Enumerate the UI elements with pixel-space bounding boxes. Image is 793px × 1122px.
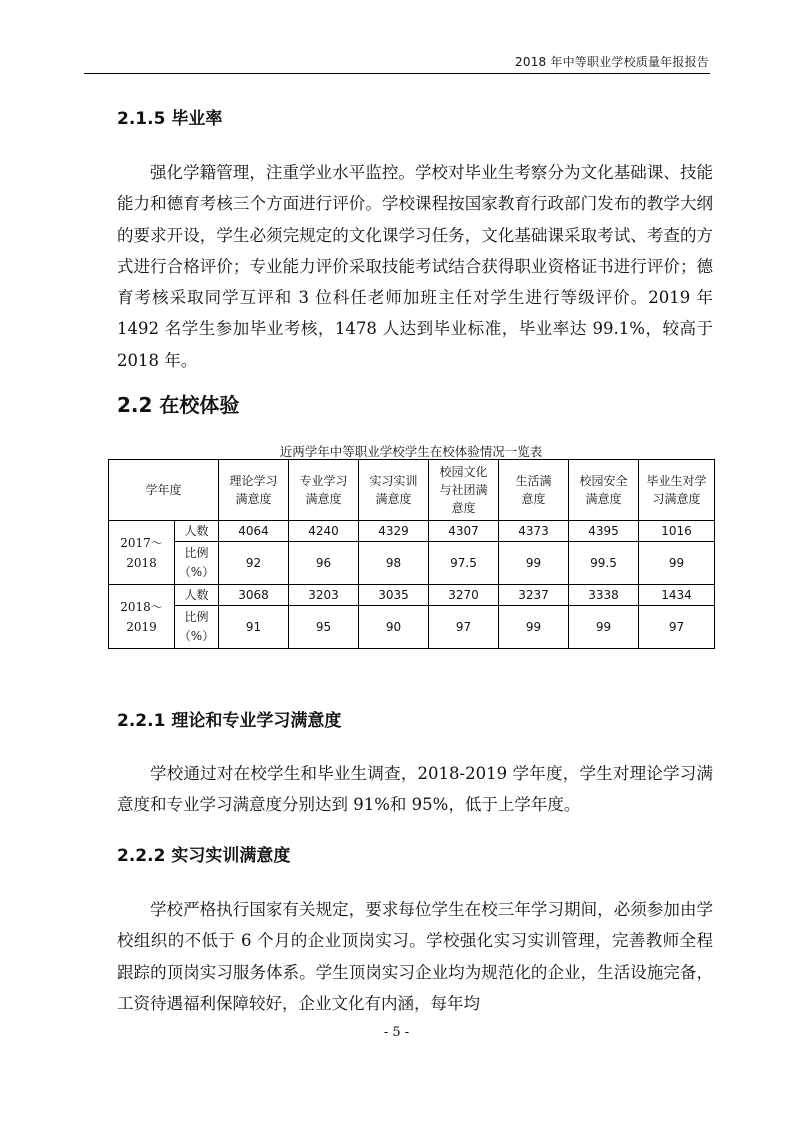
column-header: 校园安全满意度 <box>569 460 639 521</box>
table-cell: 99 <box>499 542 569 585</box>
table-cell: 3237 <box>499 585 569 606</box>
section-paragraph-2-2-1: 学校通过对在校学生和毕业生调查，2018-2019 学年度，学生对理论学习满意度和专业学习满意度分别达到 91%和 95%，低于上学年度。 <box>117 764 713 815</box>
section-heading-2-2: 2.2 在校体验 <box>117 393 240 417</box>
year-cell: 2018～2019 <box>109 585 175 649</box>
year-cell: 2017～2018 <box>109 521 175 585</box>
row-label: 人数 <box>175 585 219 606</box>
experience-table <box>108 459 715 649</box>
column-header: 生活满意度 <box>499 460 569 521</box>
table-cell: 3068 <box>219 585 289 606</box>
table-caption: 近两学年中等职业学校学生在校体验情况一览表 <box>279 444 543 459</box>
table-cell: 4240 <box>289 521 359 542</box>
table-cell: 90 <box>359 606 429 649</box>
header-rule <box>84 73 710 74</box>
table-cell: 96 <box>289 542 359 585</box>
year-header-cell: 学年度 <box>109 460 219 521</box>
column-header: 理论学习满意度 <box>219 460 289 521</box>
table-cell: 97.5 <box>429 542 499 585</box>
table-cell: 98 <box>359 542 429 585</box>
table-cell: 99 <box>639 542 715 585</box>
table-cell: 92 <box>219 542 289 585</box>
column-header: 专业学习满意度 <box>289 460 359 521</box>
section-heading-2-1-5: 2.1.5 毕业率 <box>117 109 223 129</box>
row-label: 比例（%） <box>175 606 219 649</box>
table-cell: 4329 <box>359 521 429 542</box>
table-header-row <box>109 460 715 521</box>
table-cell: 97 <box>639 606 715 649</box>
table-cell: 4307 <box>429 521 499 542</box>
table-cell: 99.5 <box>569 542 639 585</box>
table-cell: 1434 <box>639 585 715 606</box>
table-cell: 99 <box>499 606 569 649</box>
table-cell: 95 <box>289 606 359 649</box>
row-label: 人数 <box>175 521 219 542</box>
section-paragraph-2-1-5: 强化学籍管理，注重学业水平监控。学校对毕业生考察分为文化基础课、技能能力和德育考核三个方面进行评价。学校课程按国家教育行政部门发布的教学大纲的要求开设，学生必须完规定的文化课学习任务，文化基础课采取考试、考查的方式进行合格评价；专业能力评价采取技能考试结合获得职业资格证书进行评价；德育考核采取同学互评和 3 位科任老师加班主任对学生进行等级评价。2019 年 1492 名学生参加毕业考核，1478 人达到毕业标准，毕业率达 99.1%，较高于 2018 年。 <box>117 163 713 370</box>
row-label: 比例（%） <box>175 542 219 585</box>
table-cell: 3270 <box>429 585 499 606</box>
section-heading-2-2-2: 2.2.2 实习实训满意度 <box>117 846 291 866</box>
page-header-title: 2018 年中等职业学校质量年报报告 <box>515 55 709 69</box>
section-heading-2-2-1: 2.2.1 理论和专业学习满意度 <box>117 711 342 731</box>
table-cell: 1016 <box>639 521 715 542</box>
table-cell: 91 <box>219 606 289 649</box>
column-header: 毕业生对学习满意度 <box>639 460 715 521</box>
table-cell: 4395 <box>569 521 639 542</box>
table-row <box>109 606 715 649</box>
table-row <box>109 585 715 606</box>
table-cell: 4064 <box>219 521 289 542</box>
table-row <box>109 521 715 542</box>
column-header: 校园文化与社团满意度 <box>429 460 499 521</box>
table-cell: 99 <box>569 606 639 649</box>
table-row <box>109 542 715 585</box>
table-cell: 97 <box>429 606 499 649</box>
table-cell: 4373 <box>499 521 569 542</box>
table-cell: 3035 <box>359 585 429 606</box>
section-paragraph-2-2-2: 学校严格执行国家有关规定，要求每位学生在校三年学习期间，必须参加由学校组织的不低于 6 个月的企业顶岗实习。学校强化实习实训管理，完善教师全程跟踪的顶岗实习服务体系。学生顶岗实习企业均为规范化的企业，生活设施完备，工资待遇福利保障较好，企业文化有内涵，每年均 <box>117 900 713 1013</box>
page-number: - 5 - <box>383 1025 410 1040</box>
table-cell: 3203 <box>289 585 359 606</box>
column-header: 实习实训满意度 <box>359 460 429 521</box>
table-cell: 3338 <box>569 585 639 606</box>
